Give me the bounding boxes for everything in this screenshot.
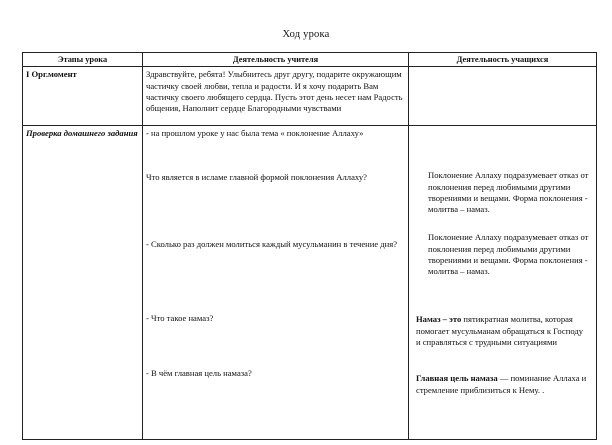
table-row (23, 126, 597, 440)
answer-text: Поклонение Аллаху подразумевает отказ от поклонения перед любимыми другими творениями и вещами. Форма поклонения - молитва – намаз. (428, 170, 589, 215)
student-answer (416, 373, 589, 396)
teacher-question: - Сколько раз должен молиться каждый мусульманин в течение дня? (146, 239, 398, 250)
header-student-activity: Деятельность учащихся (409, 53, 597, 67)
teacher-question: - Что такое намаз? (146, 313, 214, 324)
stage-cell: I Орг.момент (23, 67, 143, 126)
student-answer (428, 170, 589, 216)
header-stages: Этапы урока (23, 53, 143, 67)
student-activity-cell (409, 67, 597, 126)
answer-term: Намаз – это (416, 314, 462, 325)
student-activity-cell (409, 126, 597, 440)
header-teacher-activity: Деятельность учителя (143, 53, 409, 67)
answer-text: пятикратная молитва, которая помогает мусульманам обращаться к Господу и справляться с трудными ситуациями (416, 314, 584, 348)
student-answer (416, 314, 589, 348)
teacher-question: - В чём главная цель намаза? (146, 368, 252, 379)
answer-text: — поминание Аллаха и стремление приблизиться к Нему. . (416, 373, 587, 395)
teacher-activity-cell: Здравствуйте, ребята! Улыбнитесь друг другу, подарите окружающим частичку своей любви, тепла и радости. И я хочу подарить Вам частичку своего любящего сердца. Пусть этот день несет нам Радость общения, Наполнит сердце Благородными чувствами (143, 67, 409, 126)
lesson-plan-table (22, 52, 597, 440)
page-title: Ход урока (282, 29, 330, 40)
teacher-activity-cell (143, 126, 409, 440)
table-header-row (23, 53, 597, 67)
student-answer (428, 232, 589, 278)
table-row (23, 67, 597, 126)
answer-text: Поклонение Аллаху подразумевает отказ от поклонения перед любимыми другими творениями и вещами. Форма поклонения - молитва – намаз. (428, 232, 589, 277)
teacher-question: Что является в исламе главной формой поклонения Аллаху? (146, 172, 367, 183)
answer-term: Главная цель намаза (416, 373, 498, 384)
teacher-question: - на прошлом уроке у нас была тема « поклонение Аллаху» (146, 128, 364, 139)
stage-cell: Проверка домашнего задания (23, 126, 143, 440)
